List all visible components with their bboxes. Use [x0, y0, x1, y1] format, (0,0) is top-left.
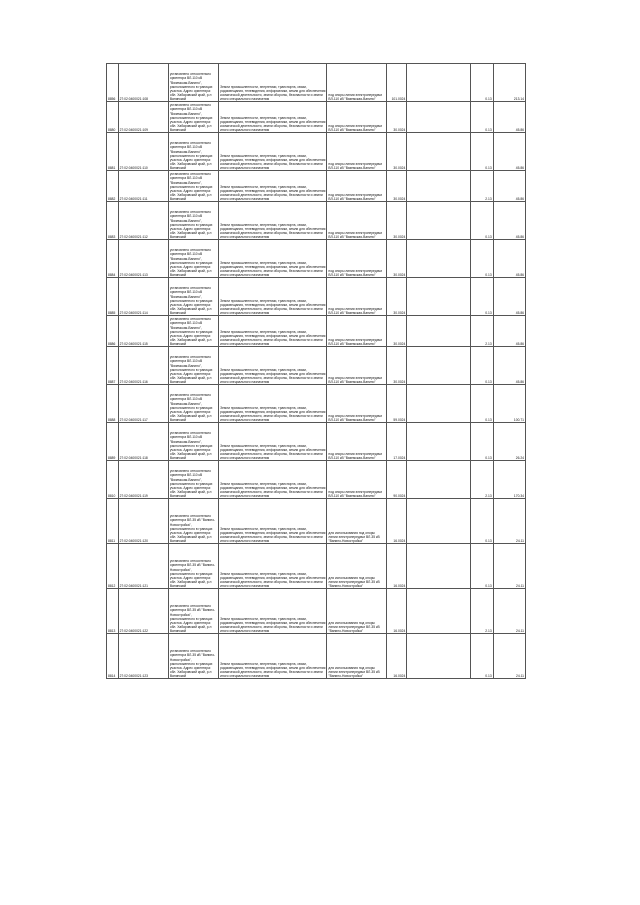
permitted-use: для использования под опоры линии электропередачи ВЛ-35 кВ "Ванино-Новостройка": [327, 544, 386, 589]
table-body: [107, 64, 526, 679]
row-number: 8889: [107, 423, 119, 461]
rate-value: 0.13: [470, 240, 493, 278]
empty-cell: [407, 240, 470, 278]
cost-value: 45.86: [493, 102, 525, 133]
land-category: Земли промышленности, энергетики, транспорта, связи, радиовещания, телевидения, информатики, земли для обеспечения космической деятельности, земли обороны, безопасности и земли иного специального назначения: [219, 278, 327, 316]
permitted-use: под опоры линии электропередачи ВЛ-110 кВ "Вяземская-Ванино": [327, 385, 386, 423]
rate-value: 2.13: [470, 461, 493, 499]
cost-value: 45.86: [493, 171, 525, 202]
area-value: 16.0024: [386, 499, 407, 544]
empty-cell: [407, 589, 470, 634]
table-row: [107, 423, 526, 461]
table-row: [107, 589, 526, 634]
area-value: 59.0024: [386, 385, 407, 423]
cadastral-number: 27:02:0400021:117: [118, 385, 168, 423]
row-number: 8882: [107, 171, 119, 202]
cost-value: 24.11: [493, 589, 525, 634]
cost-value: 100.71: [493, 385, 525, 423]
table-row: [107, 171, 526, 202]
row-number: 8885: [107, 278, 119, 316]
table-row: [107, 347, 526, 385]
rate-value: 0.13: [470, 202, 493, 240]
cadastral-number: 27:02:0400021:108: [118, 64, 168, 102]
empty-cell: [407, 347, 470, 385]
land-category: Земли промышленности, энергетики, транспорта, связи, радиовещания, телевидения, информатики, земли для обеспечения космической деятельности, земли обороны, безопасности и земли иного специального назначения: [219, 423, 327, 461]
cadastral-number: 27:02:0400021:119: [118, 461, 168, 499]
table-row: [107, 64, 526, 102]
location-description: установлено относительно ориентира ВЛ-110 кВ "Вяземская-Ванино", расположенного в границах участка. Адрес ориентира: обл. Хабаровский край, р-н Ванинский: [168, 171, 218, 202]
cadastral-number: 27:02:0400021:111: [118, 171, 168, 202]
empty-cell: [407, 499, 470, 544]
row-number: 8884: [107, 240, 119, 278]
row-number: 8883: [107, 202, 119, 240]
location-description: установлено относительно ориентира ВЛ-110 кВ "Вяземская-Ванино", расположенного в границах участка. Адрес ориентира: обл. Хабаровский край, р-н Ванинский: [168, 423, 218, 461]
location-description: установлено относительно ориентира ВЛ-110 кВ "Вяземская-Ванино", расположенного в границах участка. Адрес ориентира: обл. Хабаровский край, р-н Ванинский: [168, 385, 218, 423]
empty-cell: [407, 461, 470, 499]
land-category: Земли промышленности, энергетики, транспорта, связи, радиовещания, телевидения, информатики, земли для обеспечения космической деятельности, земли обороны, безопасности и земли иного специального назначения: [219, 316, 327, 347]
area-value: 30.0024: [386, 133, 407, 171]
area-value: 90.0024: [386, 461, 407, 499]
area-value: 30.0024: [386, 278, 407, 316]
land-category: Земли промышленности, энергетики, транспорта, связи, радиовещания, телевидения, информатики, земли для обеспечения космической деятельности, земли обороны, безопасности и земли иного специального назначения: [219, 544, 327, 589]
location-description: установлено относительно ориентира ВЛ-110 кВ "Вяземская-Ванино", расположенного в границах участка. Адрес ориентира: обл. Хабаровский край, р-н Ванинский: [168, 64, 218, 102]
area-value: 17.0024: [386, 423, 407, 461]
cost-value: 213.14: [493, 64, 525, 102]
cost-value: 24.11: [493, 634, 525, 679]
permitted-use: под опоры линии электропередачи ВЛ-110 кВ "Вяземская-Ванино": [327, 423, 386, 461]
location-description: установлено относительно ориентира ВЛ-110 кВ "Вяземская-Ванино", расположенного в границах участка. Адрес ориентира: обл. Хабаровский край, р-н Ванинский: [168, 347, 218, 385]
land-category: Земли промышленности, энергетики, транспорта, связи, радиовещания, телевидения, информатики, земли для обеспечения космической деятельности, земли обороны, безопасности и земли иного специального назначения: [219, 499, 327, 544]
location-description: установлено относительно ориентира ВЛ-110 кВ "Вяземская-Ванино", расположенного в границах участка. Адрес ориентира: обл. Хабаровский край, р-н Ванинский: [168, 202, 218, 240]
area-value: 16.0024: [386, 634, 407, 679]
rate-value: 2.13: [470, 171, 493, 202]
permitted-use: для использования под опоры линии электропередачи ВЛ-35 кВ "Ванино-Новостройка": [327, 634, 386, 679]
empty-cell: [407, 202, 470, 240]
rate-value: 0.13: [470, 102, 493, 133]
row-number: 8810: [107, 461, 119, 499]
empty-cell: [407, 102, 470, 133]
location-description: установлено относительно ориентира ВЛ-110 кВ "Вяземская-Ванино", расположенного в границах участка. Адрес ориентира: обл. Хабаровский край, р-н Ванинский: [168, 316, 218, 347]
location-description: установлено относительно ориентира ВЛ-110 кВ "Вяземская-Ванино", расположенного в границах участка. Адрес ориентира: обл. Хабаровский край, р-н Ванинский: [168, 461, 218, 499]
row-number: 8881: [107, 133, 119, 171]
row-number: 8856: [107, 64, 119, 102]
cadastral-number: 27:02:0400021:120: [118, 499, 168, 544]
row-number: 8887: [107, 347, 119, 385]
empty-cell: [407, 133, 470, 171]
cost-value: 24.11: [493, 544, 525, 589]
land-category: Земли промышленности, энергетики, транспорта, связи, радиовещания, телевидения, информатики, земли для обеспечения космической деятельности, земли обороны, безопасности и земли иного специального назначения: [219, 202, 327, 240]
table-row: [107, 461, 526, 499]
cadastral-number: 27:02:0400021:112: [118, 202, 168, 240]
permitted-use: под опоры линии электропередачи ВЛ-110 кВ "Вяземская-Ванино": [327, 278, 386, 316]
land-category: Земли промышленности, энергетики, транспорта, связи, радиовещания, телевидения, информатики, земли для обеспечения космической деятельности, земли обороны, безопасности и земли иного специального назначения: [219, 634, 327, 679]
rate-value: 2.13: [470, 316, 493, 347]
row-number: 8880: [107, 102, 119, 133]
area-value: 30.0024: [386, 202, 407, 240]
land-category: Земли промышленности, энергетики, транспорта, связи, радиовещания, телевидения, информатики, земли для обеспечения космической деятельности, земли обороны, безопасности и земли иного специального назначения: [219, 133, 327, 171]
area-value: 30.0024: [386, 171, 407, 202]
table-row: [107, 278, 526, 316]
cost-value: 45.86: [493, 240, 525, 278]
area-value: 16.0024: [386, 589, 407, 634]
permitted-use: для использования под опоры линии электропередачи ВЛ-35 кВ "Ванино-Новостройка": [327, 499, 386, 544]
location-description: установлено относительно ориентира ВЛ-35 кВ "Ванино-Новостройка", расположенного в границах участка. Адрес ориентира: обл. Хабаровский край, р-н Ванинский: [168, 499, 218, 544]
land-category: Земли промышленности, энергетики, транспорта, связи, радиовещания, телевидения, информатики, земли для обеспечения космической деятельности, земли обороны, безопасности и земли иного специального назначения: [219, 347, 327, 385]
area-value: 101.0024: [386, 64, 407, 102]
cadastral-number: 27:02:0400021:116: [118, 347, 168, 385]
cost-value: 45.86: [493, 316, 525, 347]
empty-cell: [407, 634, 470, 679]
cadastral-number: 27:02:0400021:109: [118, 102, 168, 133]
cadastral-number: 27:02:0400021:122: [118, 589, 168, 634]
permitted-use: под опоры линии электропередачи ВЛ-110 кВ "Вяземская-Ванино": [327, 133, 386, 171]
permitted-use: под опоры линии электропередачи ВЛ-110 кВ "Вяземская-Ванино": [327, 102, 386, 133]
table-row: [107, 240, 526, 278]
table-row: [107, 634, 526, 679]
rate-value: 0.13: [470, 499, 493, 544]
cadastral-number: 27:02:0400021:113: [118, 240, 168, 278]
row-number: 8811: [107, 499, 119, 544]
area-value: 30.0024: [386, 316, 407, 347]
rate-value: 0.13: [470, 544, 493, 589]
location-description: установлено относительно ориентира ВЛ-35 кВ "Ванино-Новостройка", расположенного в границах участка. Адрес ориентира: обл. Хабаровский край, р-н Ванинский: [168, 544, 218, 589]
rate-value: 0.13: [470, 385, 493, 423]
location-description: установлено относительно ориентира ВЛ-110 кВ "Вяземская-Ванино", расположенного в границах участка. Адрес ориентира: обл. Хабаровский край, р-н Ванинский: [168, 133, 218, 171]
empty-cell: [407, 316, 470, 347]
permitted-use: под опоры линии электропередачи ВЛ-110 кВ "Вяземская-Ванино": [327, 64, 386, 102]
rate-value: 0.13: [470, 133, 493, 171]
land-category: Земли промышленности, энергетики, транспорта, связи, радиовещания, телевидения, информатики, земли для обеспечения космической деятельности, земли обороны, безопасности и земли иного специального назначения: [219, 461, 327, 499]
cadastral-number: 27:02:0400021:121: [118, 544, 168, 589]
cadastral-number: 27:02:0400021:118: [118, 423, 168, 461]
location-description: установлено относительно ориентира ВЛ-35 кВ "Ванино-Новостройка", расположенного в границах участка. Адрес ориентира: обл. Хабаровский край, р-н Ванинский: [168, 589, 218, 634]
land-category: Земли промышленности, энергетики, транспорта, связи, радиовещания, телевидения, информатики, земли для обеспечения космической деятельности, земли обороны, безопасности и земли иного специального назначения: [219, 102, 327, 133]
cadastral-number: 27:02:0400021:123: [118, 634, 168, 679]
rate-value: 0.13: [470, 64, 493, 102]
rate-value: 0.13: [470, 278, 493, 316]
table-row: [107, 316, 526, 347]
permitted-use: под опоры линии электропередачи ВЛ-110 кВ "Вяземская-Ванино": [327, 347, 386, 385]
table-row: [107, 133, 526, 171]
location-description: установлено относительно ориентира ВЛ-110 кВ "Вяземская-Ванино", расположенного в границах участка. Адрес ориентира: обл. Хабаровский край, р-н Ванинский: [168, 240, 218, 278]
land-register-table: [106, 63, 526, 679]
permitted-use: под опоры линии электропередачи ВЛ-110 кВ "Вяземская-Ванино": [327, 316, 386, 347]
table-row: [107, 544, 526, 589]
area-value: 16.0024: [386, 544, 407, 589]
area-value: 30.0024: [386, 347, 407, 385]
area-value: 30.0024: [386, 102, 407, 133]
cost-value: 45.86: [493, 133, 525, 171]
cost-value: 45.86: [493, 278, 525, 316]
land-category: Земли промышленности, энергетики, транспорта, связи, радиовещания, телевидения, информатики, земли для обеспечения космической деятельности, земли обороны, безопасности и земли иного специального назначения: [219, 64, 327, 102]
location-description: установлено относительно ориентира ВЛ-35 кВ "Ванино-Новостройка", расположенного в границах участка. Адрес ориентира: обл. Хабаровский край, р-н Ванинский: [168, 634, 218, 679]
rate-value: 0.13: [470, 347, 493, 385]
rate-value: 0.13: [470, 423, 493, 461]
row-number: 8886: [107, 316, 119, 347]
table-row: [107, 202, 526, 240]
row-number: 8814: [107, 634, 119, 679]
rate-value: 2.13: [470, 589, 493, 634]
row-number: 8813: [107, 589, 119, 634]
row-number: 8812: [107, 544, 119, 589]
rate-value: 0.13: [470, 634, 493, 679]
permitted-use: для использования под опоры линии электропередачи ВЛ-35 кВ "Ванино-Новостройка": [327, 589, 386, 634]
location-description: установлено относительно ориентира ВЛ-110 кВ "Вяземская-Ванино", расположенного в границах участка. Адрес ориентира: обл. Хабаровский край, р-н Ванинский: [168, 102, 218, 133]
permitted-use: под опоры линии электропередачи ВЛ-110 кВ "Вяземская-Ванино": [327, 461, 386, 499]
empty-cell: [407, 171, 470, 202]
permitted-use: под опоры линии электропередачи ВЛ-110 кВ "Вяземская-Ванино": [327, 240, 386, 278]
cadastral-number: 27:02:0400021:114: [118, 278, 168, 316]
land-category: Земли промышленности, энергетики, транспорта, связи, радиовещания, телевидения, информатики, земли для обеспечения космической деятельности, земли обороны, безопасности и земли иного специального назначения: [219, 385, 327, 423]
area-value: 30.0024: [386, 240, 407, 278]
permitted-use: под опоры линии электропередачи ВЛ-110 кВ "Вяземская-Ванино": [327, 171, 386, 202]
empty-cell: [407, 423, 470, 461]
permitted-use: под опоры линии электропередачи ВЛ-110 кВ "Вяземская-Ванино": [327, 202, 386, 240]
empty-cell: [407, 278, 470, 316]
cost-value: 45.86: [493, 347, 525, 385]
cost-value: 24.11: [493, 499, 525, 544]
empty-cell: [407, 385, 470, 423]
cadastral-number: 27:02:0400021:115: [118, 316, 168, 347]
land-category: Земли промышленности, энергетики, транспорта, связи, радиовещания, телевидения, информатики, земли для обеспечения космической деятельности, земли обороны, безопасности и земли иного специального назначения: [219, 171, 327, 202]
cost-value: 26.24: [493, 423, 525, 461]
empty-cell: [407, 64, 470, 102]
table-row: [107, 102, 526, 133]
row-number: 8888: [107, 385, 119, 423]
table-row: [107, 385, 526, 423]
table-row: [107, 499, 526, 544]
cost-value: 170.34: [493, 461, 525, 499]
land-category: Земли промышленности, энергетики, транспорта, связи, радиовещания, телевидения, информатики, земли для обеспечения космической деятельности, земли обороны, безопасности и земли иного специального назначения: [219, 240, 327, 278]
location-description: установлено относительно ориентира ВЛ-110 кВ "Вяземская-Ванино", расположенного в границах участка. Адрес ориентира: обл. Хабаровский край, р-н Ванинский: [168, 278, 218, 316]
empty-cell: [407, 544, 470, 589]
land-category: Земли промышленности, энергетики, транспорта, связи, радиовещания, телевидения, информатики, земли для обеспечения космической деятельности, земли обороны, безопасности и земли иного специального назначения: [219, 589, 327, 634]
cadastral-number: 27:02:0400021:110: [118, 133, 168, 171]
cost-value: 45.86: [493, 202, 525, 240]
